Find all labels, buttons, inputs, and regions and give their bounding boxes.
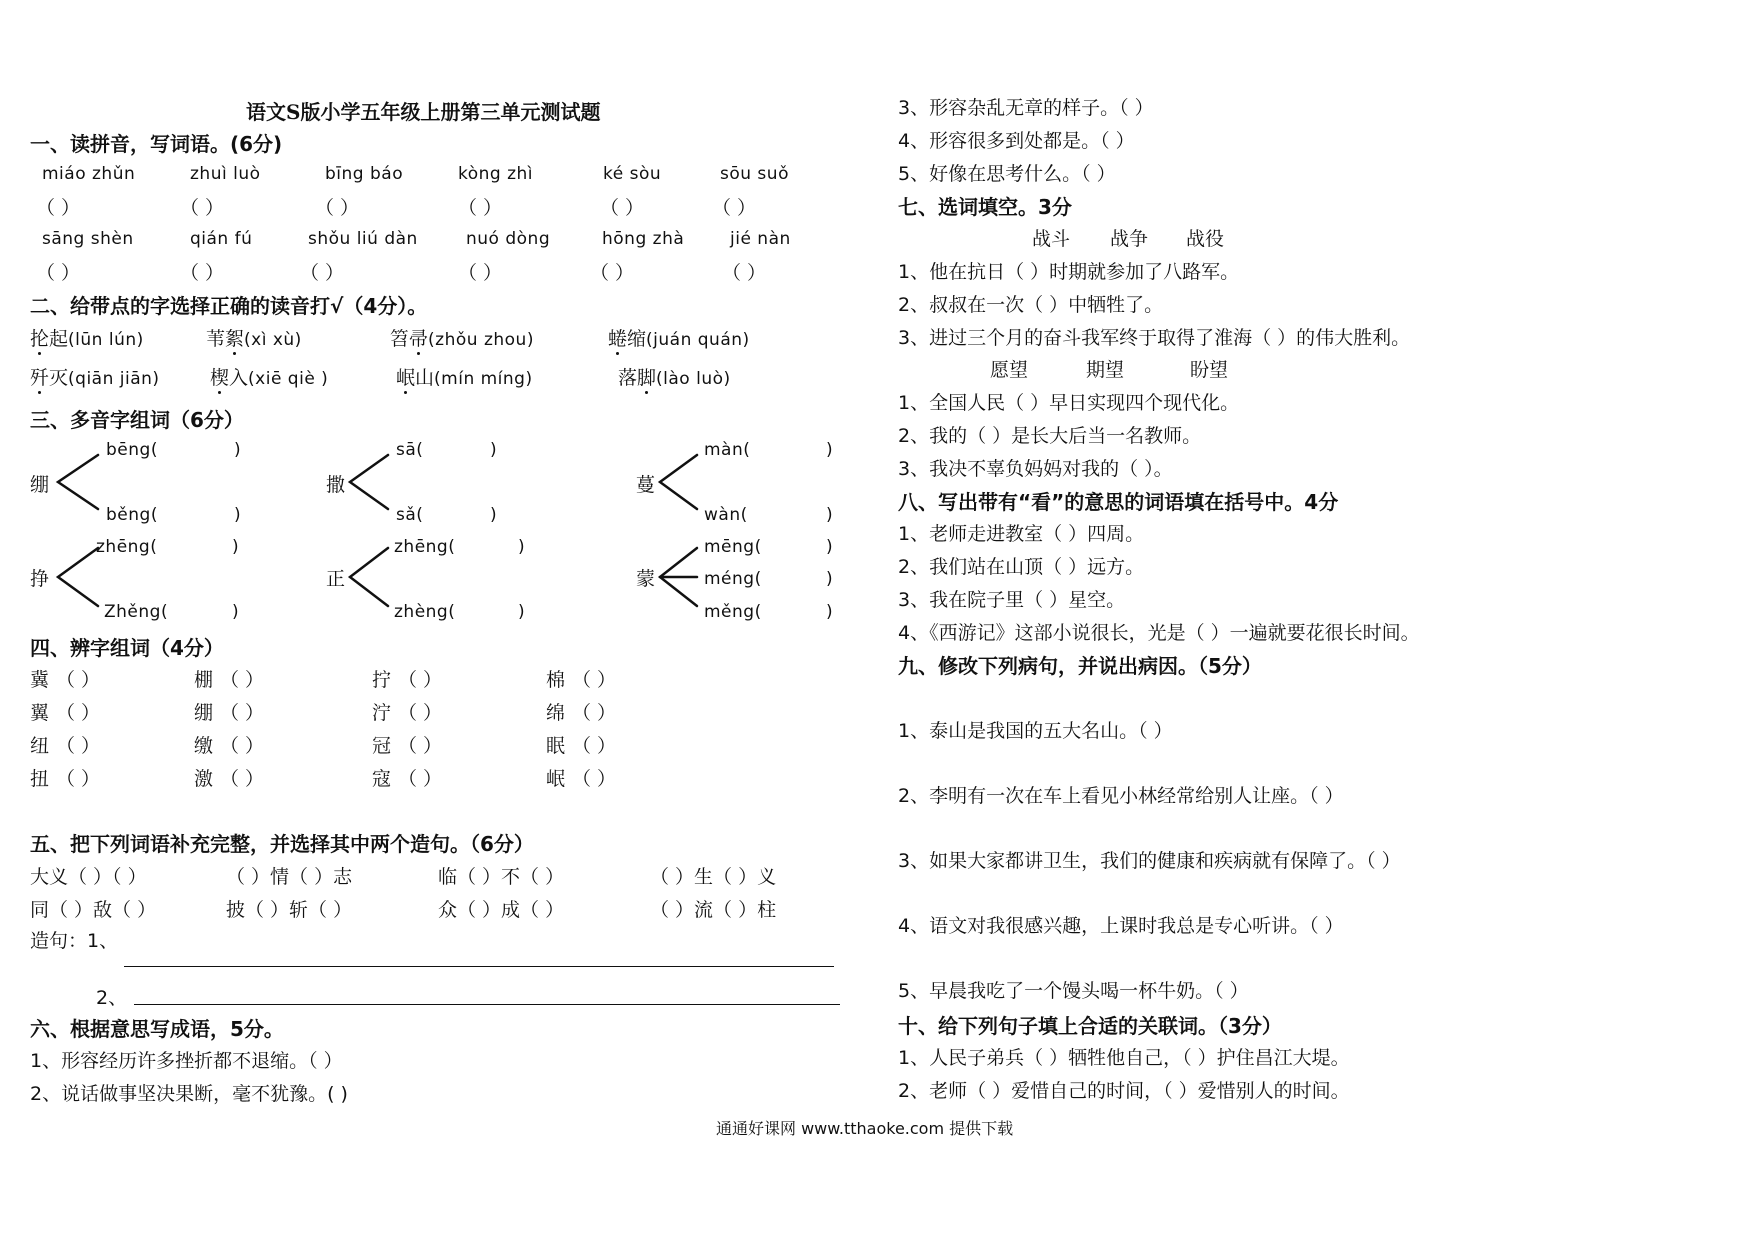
- idiom-fill[interactable]: 披（ ）斩（ ）: [226, 899, 353, 921]
- answer-blank[interactable]: （ ）: [572, 669, 617, 691]
- pinyin-options[interactable]: (zhǒu zhou): [428, 330, 534, 350]
- pinyin-reading: méng(: [704, 569, 762, 589]
- section-7-heading: 七、选词填空。3分: [898, 195, 1072, 219]
- section-1-heading: 一、读拼音，写词语。(6分): [30, 132, 283, 156]
- close-paren: ): [490, 440, 498, 460]
- close-paren: ): [490, 505, 498, 525]
- fill-question: 3、我在院子里（ ）星空。: [898, 589, 1126, 611]
- section-3-heading: 三、多音字组词（6分）: [30, 408, 244, 432]
- answer-blank[interactable]: （ ）: [712, 197, 757, 219]
- word-char: 笤: [390, 328, 410, 350]
- answer-blank[interactable]: （ ）: [590, 262, 635, 284]
- answer-blank[interactable]: （ ）: [398, 735, 443, 757]
- fill-question: 1、他在抗日（ ）时期就参加了八路军。: [898, 261, 1240, 283]
- idiom-question: 4、形容很多到处都是。（ ）: [898, 130, 1135, 152]
- pinyin-reading: běng(: [106, 505, 158, 525]
- page-title: 语文S版小学五年级上册第三单元测试题: [246, 100, 601, 124]
- dotted-char: 絮: [225, 328, 245, 350]
- pinyin-reading: zhēng(: [394, 537, 456, 557]
- idiom-question: 5、好像在思考什么。（ ）: [898, 163, 1116, 185]
- word-choice: 战争: [1110, 228, 1149, 250]
- idiom-fill[interactable]: （ ）生（ ）义: [650, 866, 777, 888]
- answer-blank[interactable]: （ ）: [220, 702, 265, 724]
- bracket-shape: [58, 548, 98, 606]
- answer-blank[interactable]: （ ）: [315, 197, 360, 219]
- polyphone-char: 蔓: [636, 474, 656, 496]
- answer-blank[interactable]: （ ）: [180, 197, 225, 219]
- close-paren: ): [826, 569, 834, 589]
- sentence-fix-question: 1、泰山是我国的五大名山。（ ）: [898, 720, 1173, 742]
- compare-char: 扭: [30, 768, 50, 790]
- pinyin-item: hōng zhà: [602, 229, 685, 249]
- sentence-fix-question: 5、早晨我吃了一个馒头喝一杯牛奶。（ ）: [898, 980, 1249, 1002]
- pinyin-item: miáo zhǔn: [42, 164, 136, 184]
- fill-question: 2、叔叔在一次（ ）中牺牲了。: [898, 294, 1164, 316]
- sentence-fix-question: 2、李明有一次在车上看见小林经常给别人让座。（ ）: [898, 785, 1344, 807]
- word-char: 缩: [627, 328, 647, 350]
- compare-char: 绵: [546, 702, 566, 724]
- answer-blank[interactable]: （ ）: [220, 735, 265, 757]
- bracket-shape: [660, 455, 697, 509]
- dotted-char: 歼: [30, 367, 50, 389]
- pinyin-reading: sā(: [396, 440, 424, 460]
- section-2-heading: 二、给带点的字选择正确的读音打√（4分）。: [30, 294, 428, 318]
- word-char: 苇: [206, 328, 226, 350]
- fill-question: 1、老师走进教室（ ）四周。: [898, 523, 1145, 545]
- close-paren: ): [234, 440, 242, 460]
- answer-blank[interactable]: （ ）: [572, 702, 617, 724]
- polyphone-char: 绷: [30, 474, 50, 496]
- section-10-heading: 十、给下列句子填上合适的关联词。（3分）: [898, 1014, 1282, 1038]
- pinyin-options[interactable]: (xiē qiè ): [248, 369, 329, 389]
- dotted-char: 脚: [637, 367, 657, 389]
- pinyin-reading: zhēng(: [96, 537, 158, 557]
- word-choice: 战斗: [1032, 228, 1071, 250]
- answer-blank[interactable]: （ ）: [722, 262, 767, 284]
- idiom-question: 2、说话做事坚决果断，毫不犹豫。( ): [30, 1083, 348, 1105]
- pinyin-reading: màn(: [704, 440, 751, 460]
- compare-char: 拧: [372, 669, 392, 691]
- dotted-char: 楔: [210, 367, 230, 389]
- pinyin-options[interactable]: (xì xù): [244, 330, 302, 350]
- close-paren: ): [826, 440, 834, 460]
- polyphone-char: 撒: [326, 474, 346, 496]
- pinyin-options[interactable]: (mín míng): [434, 369, 533, 389]
- pinyin-reading: měng(: [704, 602, 762, 622]
- answer-blank[interactable]: （ ）: [398, 669, 443, 691]
- close-paren: ): [518, 602, 526, 622]
- bracket-shape: [350, 455, 388, 509]
- fill-question: 3、我决不辜负妈妈对我的（ ）。: [898, 458, 1173, 480]
- fill-question: 2、我们站在山顶（ ）远方。: [898, 556, 1145, 578]
- answer-blank[interactable]: （ ）: [36, 197, 81, 219]
- pinyin-reading: sǎ(: [396, 505, 424, 525]
- polyphone-char: 挣: [30, 568, 50, 590]
- compare-char: 纽: [30, 735, 50, 757]
- close-paren: ): [826, 602, 834, 622]
- fill-question: 1、人民子弟兵（ ）牺牲他自己，（ ）护住昌江大堤。: [898, 1047, 1350, 1069]
- sentence-fix-question: 4、语文对我很感兴趣，上课时我总是专心听讲。（ ）: [898, 915, 1344, 937]
- pinyin-item: jié nàn: [730, 229, 791, 249]
- compare-char: 棚: [194, 669, 214, 691]
- footer-credit: 通通好课网 www.tthaoke.com 提供下载: [716, 1119, 1014, 1138]
- idiom-fill[interactable]: （ ）流（ ）柱: [650, 899, 777, 921]
- pinyin-options[interactable]: (qiān jiān): [68, 369, 160, 389]
- word-choice: 盼望: [1190, 359, 1229, 381]
- fill-question: 4、《西游记》这部小说很长，光是（ ）一遍就要花很长时间。: [898, 622, 1420, 644]
- pinyin-item: zhuì luò: [190, 164, 261, 184]
- answer-blank[interactable]: （ ）: [572, 768, 617, 790]
- dotted-char: 蜷: [608, 328, 628, 350]
- idiom-fill[interactable]: （ ）情（ ）志: [226, 866, 353, 888]
- close-paren: ): [232, 537, 240, 557]
- section-9-heading: 九、修改下列病句，并说出病因。（5分）: [898, 654, 1262, 678]
- word-choice: 愿望: [990, 359, 1029, 381]
- word-choice: 期望: [1086, 359, 1125, 381]
- word-char: 落: [618, 367, 638, 389]
- compare-char: 缴: [194, 735, 214, 757]
- compare-char: 翼: [30, 702, 50, 724]
- compare-char: 激: [194, 768, 214, 790]
- pinyin-reading: mēng(: [704, 537, 762, 557]
- close-paren: ): [518, 537, 526, 557]
- pinyin-item: kòng zhì: [458, 164, 534, 184]
- pinyin-item: shǒu liú dàn: [308, 229, 418, 249]
- fill-question: 1、全国人民（ ）早日实现四个现代化。: [898, 392, 1240, 414]
- compare-char: 岷: [546, 768, 566, 790]
- pinyin-item: qián fú: [190, 229, 253, 249]
- idiom-fill[interactable]: 众（ ）成（ ）: [438, 899, 565, 921]
- compare-char: 眠: [546, 735, 566, 757]
- answer-blank[interactable]: （ ）: [458, 197, 503, 219]
- pinyin-options[interactable]: (lào luò): [656, 369, 731, 389]
- sentence-label-1: 造句：1、: [30, 930, 119, 952]
- answer-blank[interactable]: （ ）: [36, 262, 81, 284]
- pinyin-item: ké sòu: [603, 164, 662, 184]
- pinyin-item: sāng shèn: [42, 229, 134, 249]
- fill-question: 2、老师（ ）爱惜自己的时间，（ ）爱惜别人的时间。: [898, 1080, 1350, 1102]
- compare-char: 棉: [546, 669, 566, 691]
- idiom-fill[interactable]: 同（ ）敌（ ）: [30, 899, 157, 921]
- pinyin-reading: zhèng(: [394, 602, 456, 622]
- pinyin-item: bīng báo: [325, 164, 404, 184]
- sentence-fix-question: 3、如果大家都讲卫生，我们的健康和疾病就有保障了。（ ）: [898, 850, 1401, 872]
- word-char: 山: [415, 367, 435, 389]
- bracket-shape: [350, 548, 388, 606]
- pinyin-item: nuó dòng: [466, 229, 551, 249]
- close-paren: ): [234, 505, 242, 525]
- answer-blank[interactable]: （ ）: [180, 262, 225, 284]
- answer-blank[interactable]: （ ）: [56, 702, 101, 724]
- answer-blank[interactable]: （ ）: [220, 669, 265, 691]
- compare-char: 冀: [30, 669, 50, 691]
- answer-blank[interactable]: （ ）: [572, 735, 617, 757]
- pinyin-reading: wàn(: [704, 505, 748, 525]
- answer-blank[interactable]: （ ）: [600, 197, 645, 219]
- idiom-question: 1、形容经历许多挫折都不退缩。（ ）: [30, 1050, 343, 1072]
- compare-char: 冠: [372, 735, 392, 757]
- answer-blank[interactable]: （ ）: [458, 262, 503, 284]
- compare-char: 绷: [194, 702, 214, 724]
- sentence-line-2[interactable]: [134, 1004, 840, 1005]
- word-char: 入: [229, 367, 249, 389]
- polyphone-char: 正: [326, 568, 346, 590]
- word-choice: 战役: [1186, 228, 1225, 250]
- section-8-heading: 八、写出带有“看”的意思的词语填在括号中。4分: [898, 490, 1339, 514]
- pinyin-options[interactable]: (juán quán): [646, 330, 750, 350]
- compare-char: 泞: [372, 702, 392, 724]
- close-paren: ): [232, 602, 240, 622]
- dotted-char: 岷: [396, 367, 416, 389]
- fill-question: 2、我的（ ）是长大后当一名教师。: [898, 425, 1202, 447]
- dotted-char: 帚: [409, 328, 429, 350]
- pinyin-reading: Zhěng(: [104, 602, 169, 622]
- sentence-line-1[interactable]: [124, 966, 834, 967]
- polyphone-char: 蒙: [636, 568, 656, 590]
- word-char: 灭: [49, 367, 69, 389]
- answer-blank[interactable]: （ ）: [300, 262, 345, 284]
- pinyin-reading: bēng(: [106, 440, 158, 460]
- idiom-fill[interactable]: 临（ ）不（ ）: [438, 866, 565, 888]
- answer-blank[interactable]: （ ）: [56, 669, 101, 691]
- close-paren: ): [826, 537, 834, 557]
- fill-question: 3、进过三个月的奋斗我军终于取得了淮海（ ）的伟大胜利。: [898, 327, 1411, 349]
- word-char: 起: [49, 328, 69, 350]
- answer-blank[interactable]: （ ）: [56, 735, 101, 757]
- dotted-char: 抡: [30, 328, 50, 350]
- section-5-heading: 五、把下列词语补充完整，并选择其中两个造句。（6分）: [30, 832, 534, 856]
- idiom-question: 3、形容杂乱无章的样子。（ ）: [898, 97, 1154, 119]
- answer-blank[interactable]: （ ）: [220, 768, 265, 790]
- answer-blank[interactable]: （ ）: [398, 702, 443, 724]
- section-6-heading: 六、根据意思写成语，5分。: [30, 1017, 284, 1041]
- section-4-heading: 四、辨字组词（4分）: [30, 636, 224, 660]
- answer-blank[interactable]: （ ）: [398, 768, 443, 790]
- pinyin-options[interactable]: (lūn lún): [68, 330, 144, 350]
- sentence-label-2: 2、: [96, 987, 128, 1009]
- idiom-fill[interactable]: 大义（ ）（ ）: [30, 866, 147, 888]
- answer-blank[interactable]: （ ）: [56, 768, 101, 790]
- close-paren: ): [826, 505, 834, 525]
- compare-char: 寇: [372, 768, 392, 790]
- bracket-shape: [58, 455, 98, 509]
- pinyin-item: sōu suǒ: [720, 164, 789, 184]
